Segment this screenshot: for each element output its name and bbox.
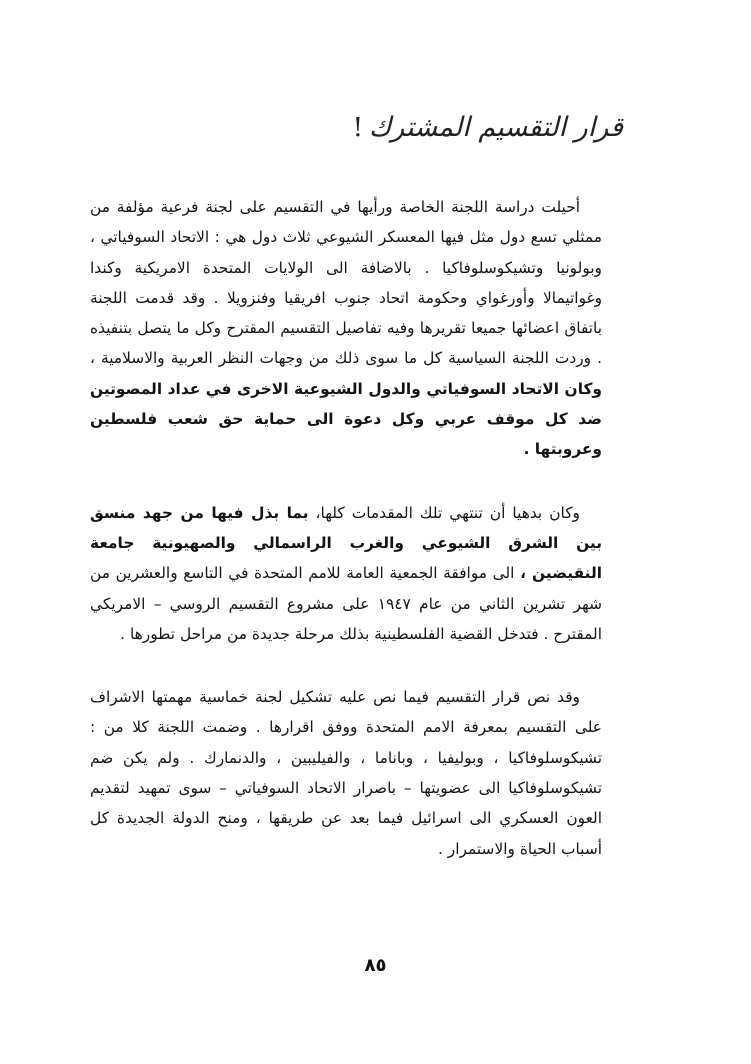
paragraph-1 — [90, 192, 602, 465]
body-text — [90, 192, 602, 864]
paragraph-2-text-after: الى موافقة الجمعية العامة للامم المتحدة في التاسع والعشرين من شهر تشرين الثاني من عام ١٩٤٧ على مشروع التقسيم الروسي – الامريكي المقترح . فتدخل القضية الفلسطينية بذلك مرحلة جديدة من مراحل تطورها . — [90, 564, 602, 643]
chapter-heading — [353, 112, 623, 143]
paragraph-2-bold-text: بما بذل فيها من جهد منسق بين الشرق الشيوعي والغرب الراسمالي والصهيونية جامعة النقيضين ، — [90, 503, 603, 583]
paragraph-2 — [90, 498, 602, 649]
paragraph-3-text: وقد نص قرار التقسيم فيما نص عليه تشكيل لجنة خماسية مهمتها الاشراف على التقسيم بمعرفة الامم المتحدة ووفق اقرارها . وضمت اللجنة كلا من : تشيكوسلوفاكيا ، وبوليفيا ، وباناما ، والفيليبين ، والدنمارك . ولم يكن ضم تشيكوسلوفاكيا الى عضويتها – باصرار الاتحاد السوفياتي – سوى تمهيد لتقديم العون العسكري الى اسرائيل فيما بعد عن طريقها ، ومنح الدولة الجديدة كل أسباب الحياة والاستمرار . — [90, 688, 602, 858]
paragraph-3 — [90, 682, 602, 864]
chapter-title: قرار التقسيم المشترك — [369, 112, 623, 143]
paragraph-1-text: أحيلت دراسة اللجنة الخاصة ورأيها في التقسيم على لجنة فرعية مؤلفة من ممثلي تسع دول مثل فيها المعسكر الشيوعي ثلاث دول هي : الاتحاد السوفياتي ، وبولونيا وتشيكوسلوفاكيا . بالاضافة الى الولايات المتحدة الامريكية وكندا وغواتيمالا وأورغواي وحكومة اتحاد جنوب افريقيا وفنزويلا . وقد قدمت اللجنة باتفاق اعضائها جميعا تقريرها وفيه تفاصيل التقسيم المقترح وكل ما يتصل بتنفيذه . وردت اللجنة السياسية كل ما سوى ذلك من وجهات النظر العربية والاسلامية ، — [90, 198, 602, 368]
chapter-title-mark: ! — [352, 112, 364, 143]
page-number: ٨٥ — [364, 955, 387, 976]
paragraph-1-bold-text: وكان الاتحاد السوفياتي والدول الشيوعية الاخرى في عداد المصوتين ضد كل موقف عربي وكل دعوة الى حماية حق شعب فلسطين وعروبتها . — [90, 379, 602, 459]
paragraph-2-text-before: وكان بدهيا أن تنتهي تلك المقدمات كلها، — [308, 503, 580, 522]
